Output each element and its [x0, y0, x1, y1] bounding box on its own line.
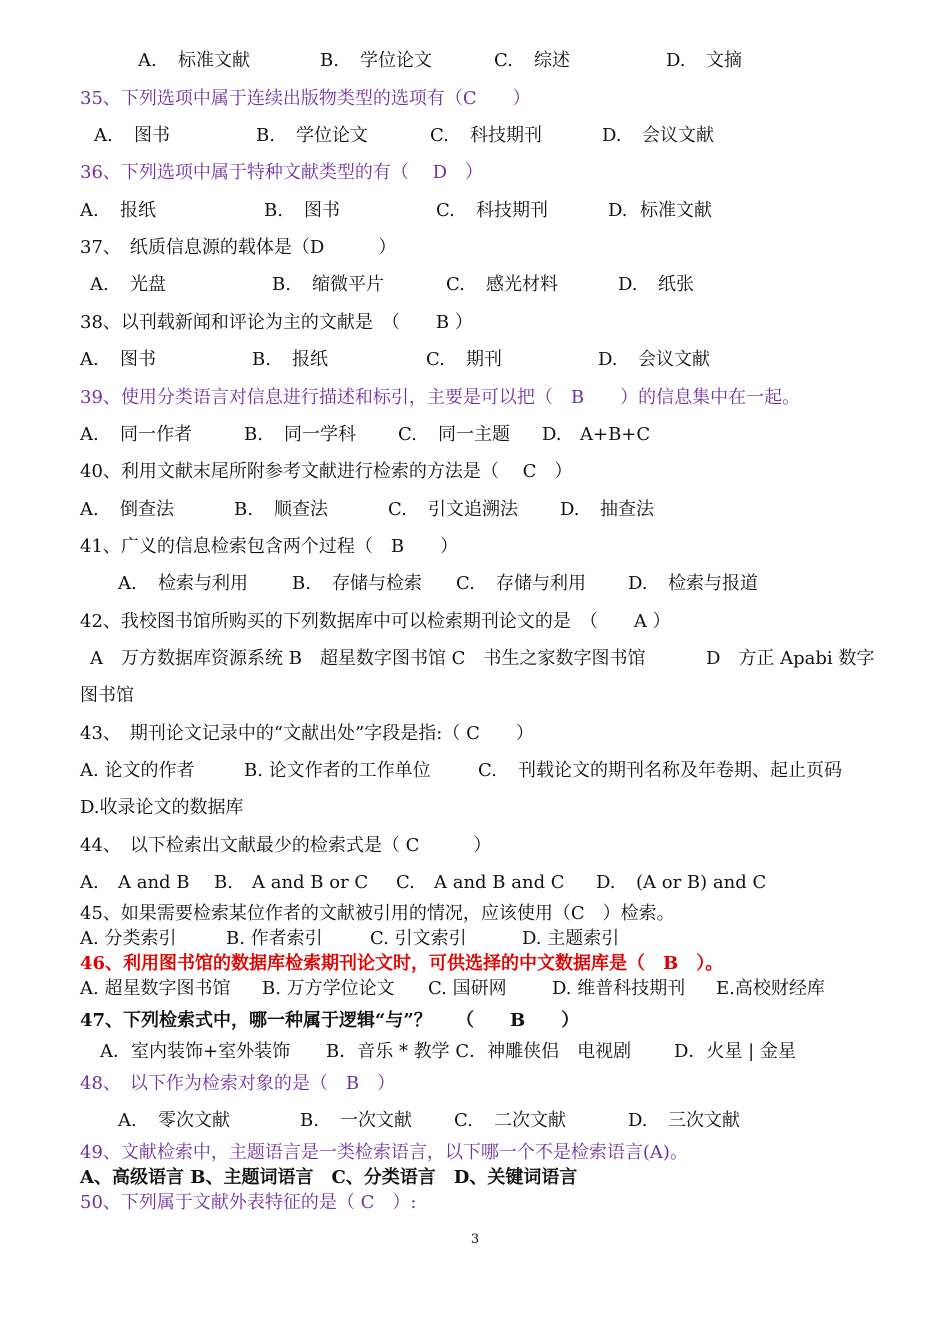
text-segment: C.: [494, 50, 513, 71]
text-segment: 47、下列检索式中，哪一种属于逻辑“与”？ （ B ）: [80, 1010, 580, 1031]
text-segment: 45、如果需要检索某位作者的文献被引用的情况，应该使用（C ）检索。: [80, 903, 675, 924]
text-segment: 35、下列选项中属于连续出版物类型的选项有（C ）: [80, 88, 531, 109]
text-line: [0, 569, 950, 599]
text-line: [0, 644, 950, 674]
text-segment: A+B+C: [580, 424, 651, 445]
text-segment: 报纸: [120, 200, 156, 221]
text-segment: A and B or C: [252, 872, 369, 893]
text-segment: E.高校财经库: [716, 978, 825, 999]
text-segment: D.: [628, 1110, 648, 1131]
text-segment: C. 引文索引: [370, 928, 467, 949]
text-segment: 检索与报道: [668, 573, 758, 594]
text-segment: 36、下列选项中属于特种文献类型的有（ D ）: [80, 162, 484, 183]
text-segment: A、高级语言 B、主题词语言 C、分类语言 D、关键词语言: [80, 1167, 578, 1188]
text-segment: 二次文献: [494, 1110, 566, 1131]
text-segment: 感光材料: [486, 274, 558, 295]
text-line: [0, 233, 950, 263]
text-line: [0, 196, 950, 226]
text-line: [0, 1037, 950, 1067]
text-segment: A.: [80, 200, 99, 221]
text-segment: 43、 期刊论文记录中的“文献出处”字段是指:（ C ）: [80, 723, 534, 744]
text-segment: A.: [118, 573, 137, 594]
text-segment: 引文追溯法: [428, 499, 518, 520]
text-segment: 刊载论文的期刊名称及年卷期、起止页码: [518, 760, 842, 781]
text-segment: A.: [80, 872, 99, 893]
text-segment: 检索与利用: [158, 573, 248, 594]
text-segment: 48、 以下作为检索对象的是（ B ）: [80, 1073, 396, 1094]
text-segment: 图书: [304, 200, 340, 221]
text-segment: A.: [80, 499, 99, 520]
text-segment: 文摘: [706, 50, 742, 71]
text-segment: D.收录论文的数据库: [80, 797, 244, 818]
text-line: [0, 868, 950, 898]
text-segment: 46、利用图书馆的数据库检索期刊论文时，可供选择的中文数据库是（ B ）。: [80, 953, 724, 974]
text-segment: 40、利用文献末尾所附参考文献进行检索的方法是（ C ）: [80, 461, 573, 482]
text-segment: D．火星 | 金星: [674, 1041, 796, 1062]
text-segment: 标准文献: [178, 50, 250, 71]
text-line: [0, 1006, 950, 1036]
text-segment: 报纸: [292, 349, 328, 370]
text-segment: D.: [596, 872, 616, 893]
text-segment: B.: [272, 274, 291, 295]
text-segment: 49、文献检索中，主题语言是一类检索语言，以下哪一个不是检索语言(A)。: [80, 1142, 688, 1163]
text-segment: 倒查法: [120, 499, 174, 520]
text-segment: 44、 以下检索出文献最少的检索式是（ C ）: [80, 835, 492, 856]
text-segment: D.: [628, 573, 648, 594]
text-segment: A.: [90, 274, 109, 295]
text-segment: 存储与检索: [332, 573, 422, 594]
text-line: [0, 270, 950, 300]
text-segment: B.: [234, 499, 253, 520]
text-segment: C.: [478, 760, 497, 781]
text-segment: B.: [300, 1110, 319, 1131]
text-segment: A 万方数据库资源系统 B 超星数字图书馆 C 书生之家数字图书馆: [90, 648, 646, 669]
text-segment: 38、以刊载新闻和评论为主的文献是 （ B ）: [80, 312, 473, 333]
text-segment: 学位论文: [296, 125, 368, 146]
text-segment: B.: [256, 125, 275, 146]
text-line: [0, 974, 950, 1004]
text-line: [0, 681, 950, 711]
text-segment: D 方正 Apabi 数字: [706, 648, 875, 669]
text-line: [0, 607, 950, 637]
text-segment: A.: [80, 349, 99, 370]
text-segment: 标准文献: [640, 200, 712, 221]
text-segment: D.: [666, 50, 686, 71]
text-segment: B. 论文作者的工作单位: [244, 760, 431, 781]
text-segment: 缩微平片: [312, 274, 384, 295]
text-segment: C.: [446, 274, 465, 295]
text-segment: A and B: [118, 872, 190, 893]
text-line: [0, 793, 950, 823]
text-segment: D. 维普科技期刊: [552, 978, 686, 999]
text-segment: D.: [618, 274, 638, 295]
text-segment: A.: [94, 125, 113, 146]
text-segment: 同一主题: [438, 424, 510, 445]
text-segment: D.: [542, 424, 562, 445]
text-segment: 一次文献: [340, 1110, 412, 1131]
text-segment: 图书馆: [80, 685, 134, 706]
text-line: [0, 46, 950, 76]
text-segment: B. 万方学位论文: [262, 978, 395, 999]
text-line: [0, 383, 950, 413]
text-segment: 41、广义的信息检索包含两个过程（ B ）: [80, 536, 459, 557]
text-segment: A.: [80, 424, 99, 445]
text-line: [0, 345, 950, 375]
text-segment: D.: [598, 349, 618, 370]
text-segment: 图书: [120, 349, 156, 370]
page-number: 3: [470, 1232, 480, 1247]
text-segment: 三次文献: [668, 1110, 740, 1131]
text-segment: B. 作者索引: [226, 928, 323, 949]
text-segment: A.: [118, 1110, 137, 1131]
text-line: [0, 457, 950, 487]
text-segment: 抽查法: [600, 499, 654, 520]
text-segment: A. 超星数字图书馆: [80, 978, 231, 999]
text-segment: 39、使用分类语言对信息进行描述和标引，主要是可以把（ B ）的信息集中在一起。: [80, 387, 801, 408]
text-segment: B.: [244, 424, 263, 445]
text-segment: A and B and C: [434, 872, 565, 893]
text-segment: C.: [396, 872, 415, 893]
text-segment: A. 分类索引: [80, 928, 177, 949]
text-segment: 综述: [534, 50, 570, 71]
text-segment: C. 国研网: [428, 978, 507, 999]
text-line: [0, 158, 950, 188]
text-segment: 同一作者: [120, 424, 192, 445]
text-segment: 光盘: [130, 274, 166, 295]
text-segment: A.: [138, 50, 157, 71]
text-segment: 42、我校图书馆所购买的下列数据库中可以检索期刊论文的是 （ A ）: [80, 611, 671, 632]
text-segment: A. 论文的作者: [80, 760, 195, 781]
text-segment: (A or B) and C: [636, 872, 767, 893]
text-segment: 50、下列属于文献外表特征的是（ C ）:: [80, 1192, 417, 1213]
text-segment: B.: [264, 200, 283, 221]
text-line: [0, 495, 950, 525]
text-segment: 零次文献: [158, 1110, 230, 1131]
text-segment: 期刊: [466, 349, 502, 370]
text-segment: D.: [560, 499, 580, 520]
text-line: [0, 1069, 950, 1099]
text-line: [0, 121, 950, 151]
text-segment: D.: [602, 125, 622, 146]
text-segment: C.: [430, 125, 449, 146]
text-segment: C.: [426, 349, 445, 370]
text-segment: 图书: [134, 125, 170, 146]
text-line: [0, 1106, 950, 1136]
text-line: [0, 719, 950, 749]
text-segment: B．音乐 * 教学 C．神雕侠侣 电视剧: [326, 1041, 632, 1062]
text-segment: 科技期刊: [476, 200, 548, 221]
text-segment: C.: [398, 424, 417, 445]
text-line: [0, 308, 950, 338]
text-segment: D. 主题索引: [522, 928, 620, 949]
text-segment: B.: [320, 50, 339, 71]
text-segment: 会议文献: [638, 349, 710, 370]
text-segment: D.: [608, 200, 628, 221]
text-segment: C.: [388, 499, 407, 520]
text-segment: 纸张: [658, 274, 694, 295]
text-segment: B.: [252, 349, 271, 370]
text-line: [0, 831, 950, 861]
text-segment: B.: [292, 573, 311, 594]
text-segment: 37、 纸质信息源的载体是（D ）: [80, 237, 397, 258]
text-segment: 顺查法: [274, 499, 328, 520]
text-line: [0, 532, 950, 562]
text-segment: C.: [436, 200, 455, 221]
text-segment: C.: [456, 573, 475, 594]
text-segment: C.: [454, 1110, 473, 1131]
text-line: [0, 84, 950, 114]
text-segment: 同一学科: [284, 424, 356, 445]
text-line: [0, 1188, 950, 1218]
text-segment: B.: [214, 872, 233, 893]
text-line: [0, 420, 950, 450]
text-segment: 学位论文: [360, 50, 432, 71]
text-segment: 存储与利用: [496, 573, 586, 594]
text-segment: 会议文献: [642, 125, 714, 146]
text-segment: A．室内装饰+室外装饰: [100, 1041, 291, 1062]
text-segment: 科技期刊: [470, 125, 542, 146]
text-line: [0, 756, 950, 786]
